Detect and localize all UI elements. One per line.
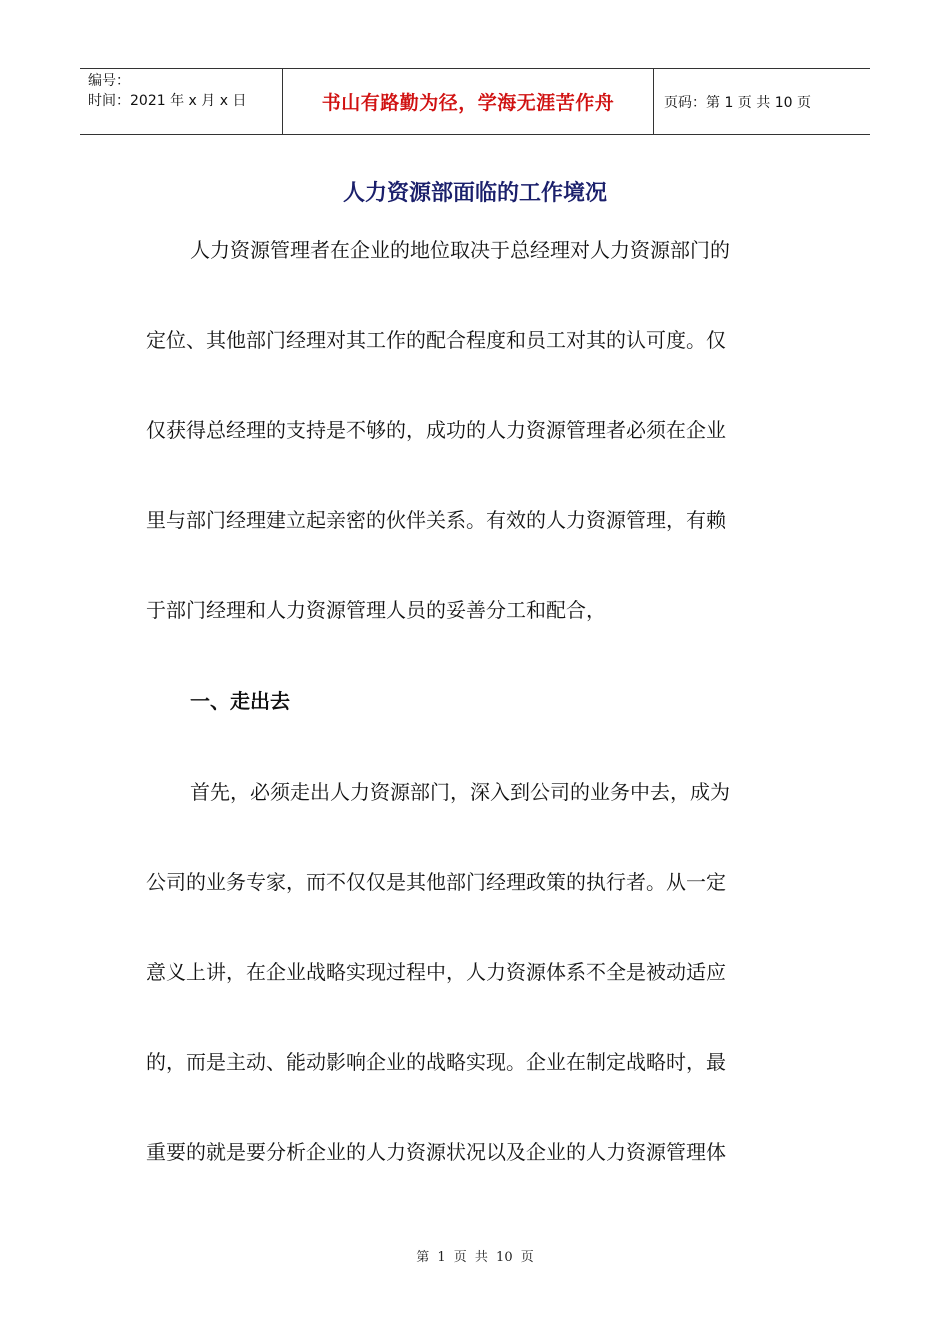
motto-text: 书山有路勤为径，学海无涯苦作舟 — [321, 92, 615, 114]
header-motto-cell — [282, 69, 654, 134]
header-page-cell — [654, 69, 870, 134]
paragraph-line: 重要的就是要分析企业的人力资源状况以及企业的人力资源管理体 — [146, 1140, 726, 1164]
paragraph-line: 于部门经理和人力资源管理人员的妥善分工和配合， — [146, 598, 606, 622]
paragraph-line: 的，而是主动、能动影响企业的战略实现。企业在制定战略时，最 — [146, 1050, 726, 1074]
paragraph-line: 里与部门经理建立起亲密的伙伴关系。有效的人力资源管理，有赖 — [146, 508, 726, 532]
number-label: 编号： — [88, 73, 130, 89]
document-title: 人力资源部面临的工作境况 — [342, 180, 607, 206]
paragraph-line: 定位、其他部门经理对其工作的配合程度和员工对其的认可度。仅 — [146, 328, 726, 352]
date-label: 时间：2021 年 x 月 x 日 — [88, 93, 247, 109]
section-heading: 一、走出去 — [190, 689, 290, 713]
page-footer: 第 1 页 共 10 页 — [416, 1250, 534, 1265]
paragraph-line: 仅获得总经理的支持是不够的，成功的人力资源管理者必须在企业 — [146, 418, 726, 442]
paragraph-line: 意义上讲，在企业战略实现过程中，人力资源体系不全是被动适应 — [146, 960, 726, 984]
header-meta-cell — [80, 69, 282, 134]
header-page-info: 页码：第 1 页 共 10 页 — [664, 94, 811, 111]
paragraph-line: 人力资源管理者在企业的地位取决于总经理对人力资源部门的 — [190, 238, 730, 262]
paragraph-line: 首先，必须走出人力资源部门，深入到公司的业务中去，成为 — [190, 780, 730, 804]
paragraph-line: 公司的业务专家，而不仅仅是其他部门经理政策的执行者。从一定 — [146, 870, 726, 894]
document-header-table — [80, 68, 870, 135]
